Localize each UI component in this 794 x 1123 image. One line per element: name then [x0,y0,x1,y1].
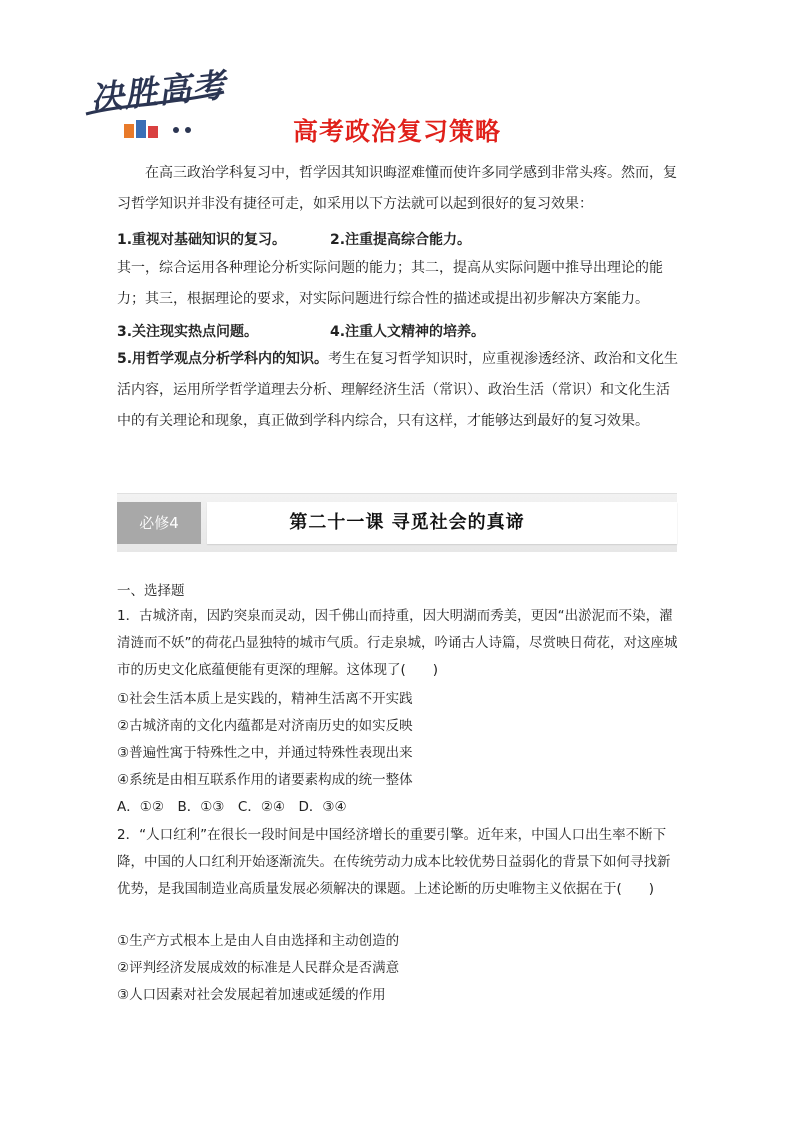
question-1-option-3: ③普遍性寓于特殊性之中，并通过特殊性表现出来 [117,745,413,761]
tip-5-heading: 5.用哲学观点分析学科内的知识。 [117,351,329,367]
lesson-banner [117,493,677,552]
tip-5 [117,344,679,437]
tip-2-detail: 其一，综合运用各种理论分析实际问题的能力；其二，提高从实际问题中推导出理论的能力；其三，根据理论的要求，对实际问题进行综合性的描述或提出初步解决方案能力。 [117,260,663,307]
question-2-option-1: ①生产方式根本上是由人自由选择和主动创造的 [117,933,400,949]
question-1-option-1: ①社会生活本质上是实践的，精神生活离不开实践 [117,691,413,707]
lesson-title: 第二十一课 寻觅社会的真谛 [289,512,525,533]
question-1-option-4: ④系统是由相互联系作用的诸要素构成的统一整体 [117,772,413,788]
section-heading: 一、选择题 [117,583,185,599]
tip-2: 2.注重提高综合能力。 [330,232,472,248]
question-2-option-3: ③人口因素对社会发展起着加速或延缓的作用 [117,987,386,1003]
intro-paragraph: 在高三政治学科复习中，哲学因其知识晦涩难懂而使许多同学感到非常头疼。然而，复习哲学知识并非没有捷径可走，如采用以下方法就可以起到很好的复习效果： [117,165,677,212]
banner-module-label: 必修4 [117,502,201,544]
tip-5-text: 考生在复习哲学知识时，应重视渗透经济、政治和文化生活内容，运用所学哲学道理去分析、理解经济生活（常识）、政治生活（常识）和文化生活中的有关理论和现象，真正做到学科内综合，只有这样，才能够达到最好的复习效果。 [117,351,679,429]
tip-4: 4.注重人文精神的培养。 [330,324,486,340]
tip-3: 3.关注现实热点问题。 [117,324,259,340]
question-2-stem: 2．“人口红利”在很长一段时间是中国经济增长的重要引擎。近年来，中国人口出生率不断下降，中国的人口红利开始逐渐流失。在传统劳动力成本比较优势日益弱化的背景下如何寻找新优势，是我国制造业高质量发展必须解决的课题。上述论断的历史唯物主义依据在于( ) [117,827,671,897]
page-title: 高考政治复习策略 [292,117,501,146]
question-1-stem: 1．古城济南，因趵突泉而灵动，因千佛山而持重，因大明湖而秀美，更因“出淤泥而不染，濯清涟而不妖”的荷花凸显独特的城市气质。行走泉城，吟诵古人诗篇，尽赏映日荷花，对这座城市的历史文化底蕴便能有更深的理解。这体现了( ) [117,608,678,678]
question-1-option-2: ②古城济南的文化内蕴都是对济南历史的如实反映 [117,718,413,734]
logo-text: 决胜高考 [88,64,228,118]
question-1-answers: A．①② B．①③ C．②④ D．③④ [117,799,347,815]
tip-1: 1.重视对基础知识的复习。 [117,232,287,248]
banner-title-box [207,502,677,544]
question-2-option-2: ②评判经济发展成效的标准是人民群众是否满意 [117,960,400,976]
